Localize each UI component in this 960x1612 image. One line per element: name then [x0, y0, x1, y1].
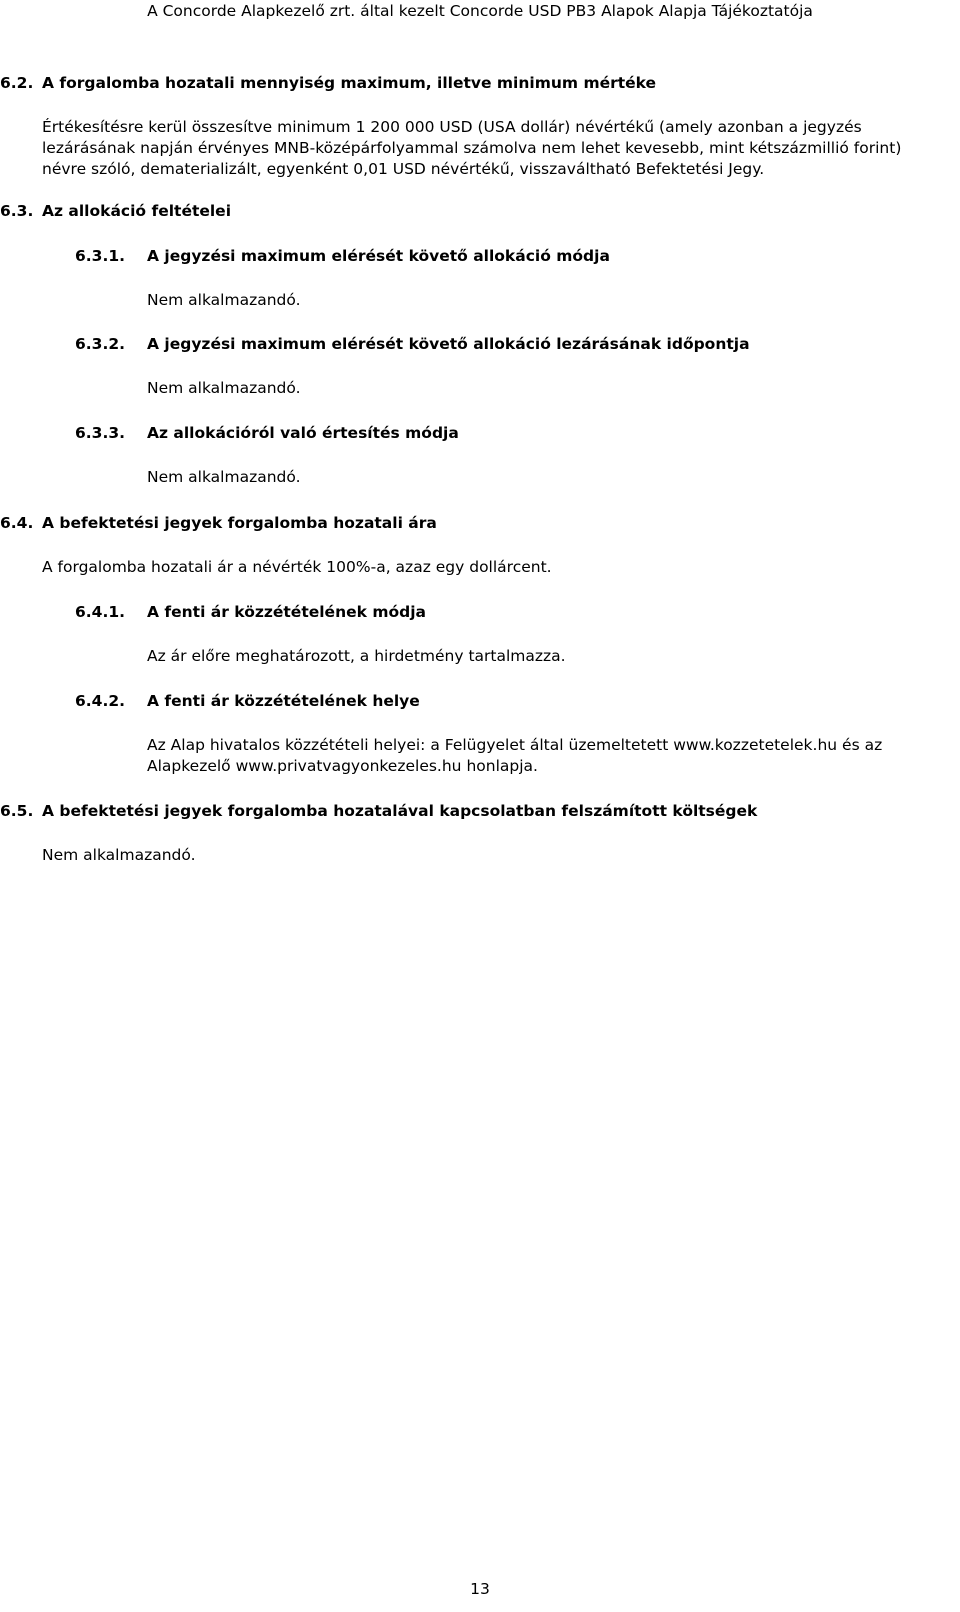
heading-number: 6.4.1.: [75, 603, 126, 621]
heading-text: A jegyzési maximum elérését követő allokáció módja: [147, 247, 610, 265]
heading-6-3-2: [75, 333, 750, 355]
heading-6-4-1: [75, 601, 426, 623]
heading-text: A fenti ár közzétételének helye: [147, 692, 420, 710]
page-number: 13: [470, 1580, 490, 1598]
heading-text: A fenti ár közzétételének módja: [147, 603, 426, 621]
heading-text: A befektetési jegyek forgalomba hozatali ára: [42, 514, 437, 532]
heading-number: 6.3.3.: [75, 424, 126, 442]
heading-6-3: [0, 200, 231, 222]
heading-number: 6.3.: [0, 202, 34, 220]
heading-6-3-3: [75, 422, 459, 444]
paragraph-6-3-3: Nem alkalmazandó.: [147, 468, 301, 486]
heading-number: 6.4.: [0, 514, 34, 532]
paragraph-6-2: Értékesítésre kerül összesítve minimum 1 200 000 USD (USA dollár) névértékű (amely azonban a jegyzés lezárásának napján érvényes MNB-középárfolyammal számolva nem lehet kevesebb, mint kétszázmillió forint) névre szóló, dematerializált, egyenként 0,01 USD névértékű, visszaváltható Befektetési Jegy.: [42, 118, 902, 178]
paragraph-6-4: A forgalomba hozatali ár a névérték 100%-a, azaz egy dollárcent.: [42, 558, 552, 576]
heading-6-5: [0, 800, 757, 822]
heading-6-4: [0, 512, 437, 534]
heading-text: A befektetési jegyek forgalomba hozatalával kapcsolatban felszámított költségek: [42, 802, 758, 820]
paragraph-6-4-2: Az Alap hivatalos közzétételi helyei: a Felügyelet által üzemeltetett www.kozzetetelek.hu és az Alapkezelő www.privatvagyonkezeles.hu honlapja.: [147, 736, 883, 775]
heading-6-4-2: [75, 690, 420, 712]
heading-6-2: [0, 72, 656, 94]
running-header: A Concorde Alapkezelő zrt. által kezelt Concorde USD PB3 Alapok Alapja Tájékoztatója: [147, 2, 813, 20]
heading-text: Az allokáció feltételei: [42, 202, 232, 220]
heading-text: A forgalomba hozatali mennyiség maximum, illetve minimum mértéke: [42, 74, 657, 92]
heading-number: 6.4.2.: [75, 692, 126, 710]
heading-number: 6.2.: [0, 74, 34, 92]
paragraph-6-3-2: Nem alkalmazandó.: [147, 379, 301, 397]
paragraph-6-3-1: Nem alkalmazandó.: [147, 291, 301, 309]
heading-number: 6.5.: [0, 802, 34, 820]
heading-6-3-1: [75, 245, 610, 267]
heading-text: Az allokációról való értesítés módja: [147, 424, 459, 442]
paragraph-6-4-1: Az ár előre meghatározott, a hirdetmény tartalmazza.: [147, 647, 566, 665]
heading-number: 6.3.1.: [75, 247, 126, 265]
heading-number: 6.3.2.: [75, 335, 126, 353]
heading-text: A jegyzési maximum elérését követő allokáció lezárásának időpontja: [147, 335, 750, 353]
paragraph-6-5: Nem alkalmazandó.: [42, 846, 196, 864]
